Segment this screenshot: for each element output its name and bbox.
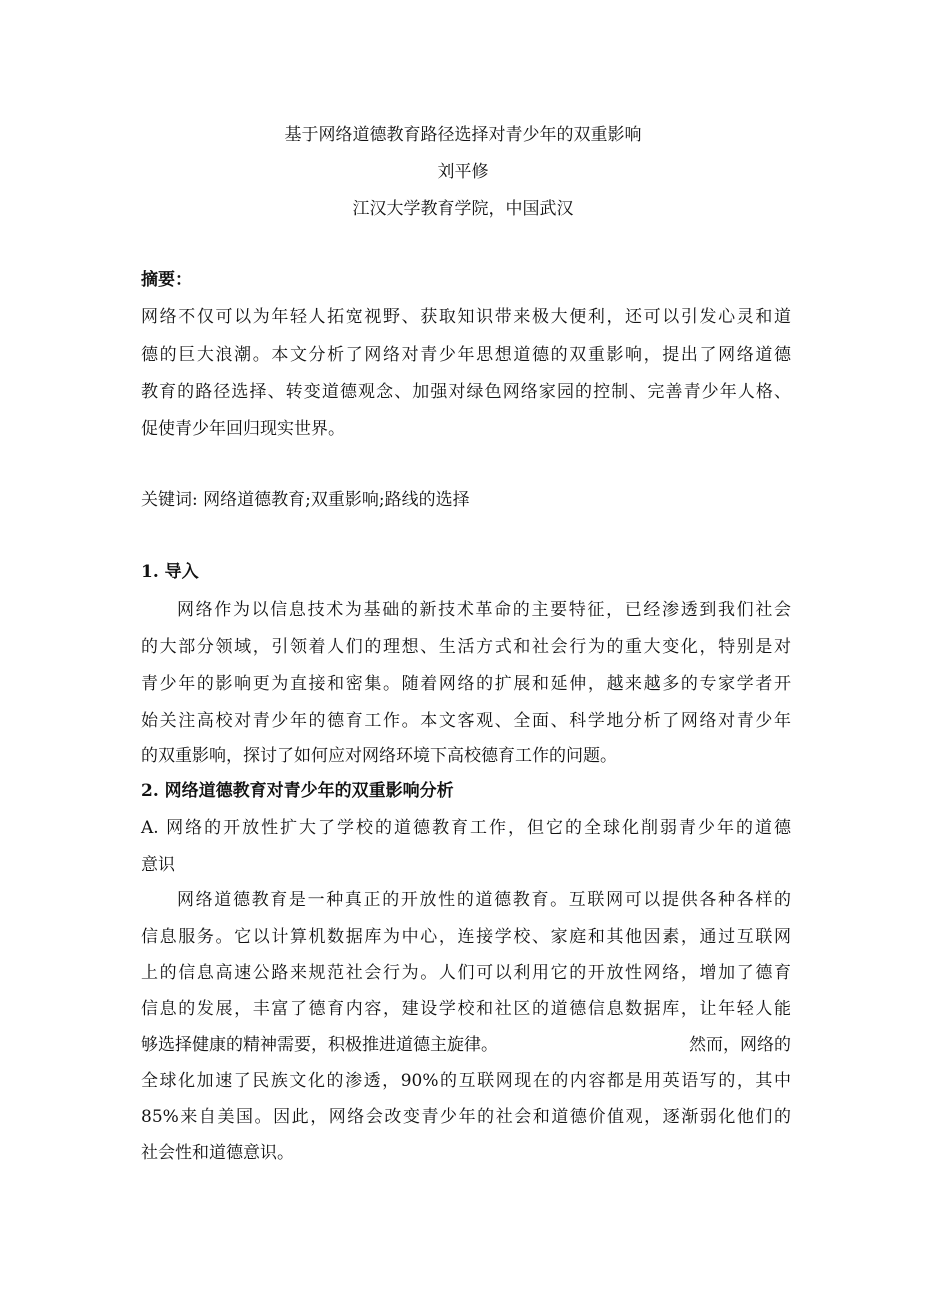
body-line <box>141 1030 791 1055</box>
abstract-line: 促使青少年回归现实世界。 <box>141 419 345 439</box>
body-line: 的双重影响，探讨了如何应对网络环境下高校德育工作的问题。 <box>141 746 617 766</box>
body-line-right: 然而，网络的 <box>689 1035 791 1055</box>
paper-title: 基于网络道德教育路径选择对青少年的双重影响 <box>284 125 642 145</box>
body-line: 的大部分领域，引领着人们的理想、生活方式和社会行为的重大变化，特别是对 <box>141 637 791 657</box>
body-line: 青少年的影响更为直接和密集。随着网络的扩展和延伸，越来越多的专家学者开 <box>141 674 791 694</box>
abstract-heading: 摘要： <box>141 270 192 290</box>
abstract-line: 德的巨大浪潮。本文分析了网络对青少年思想道德的双重影响，提出了网络道德 <box>141 345 791 365</box>
body-line: 上的信息高速公路来规范社会行为。人们可以利用它的开放性网络，增加了德育 <box>141 963 791 983</box>
body-line: 网络作为以信息技术为基础的新技术革命的主要特征，已经渗透到我们社会 <box>177 600 791 620</box>
abstract-line: 教育的路径选择、转变道德观念、加强对绿色网络家园的控制、完善青少年人格、 <box>141 382 791 402</box>
body-line: 信息服务。它以计算机数据库为中心，连接学校、家庭和其他因素，通过互联网 <box>141 927 791 947</box>
body-line: 社会性和道德意识。 <box>141 1143 294 1163</box>
keywords: 关键词: 网络道德教育;双重影响;路线的选择 <box>141 490 470 510</box>
abstract-line: 网络不仅可以为年轻人拓宽视野、获取知识带来极大便利，还可以引发心灵和道 <box>141 307 791 327</box>
subsection-heading: A. 网络的开放性扩大了学校的道德教育工作，但它的全球化削弱青少年的道德 <box>141 818 791 838</box>
section-1-heading: 1. 导入 <box>141 562 199 582</box>
body-line: 85%来自美国。因此，网络会改变青少年的社会和道德价值观，逐渐弱化他们的 <box>141 1107 791 1127</box>
author-name: 刘平修 <box>437 162 489 182</box>
body-line: 全球化加速了民族文化的渗透，90%的互联网现在的内容都是用英语写的，其中 <box>141 1071 791 1091</box>
body-line-left: 够选择健康的精神需要，积极推进道德主旋律。 <box>141 1035 498 1055</box>
subsection-heading: 意识 <box>141 855 175 875</box>
body-line: 始关注高校对青少年的德育工作。本文客观、全面、科学地分析了网络对青少年 <box>141 711 791 731</box>
section-2-heading: 2. 网络道德教育对青少年的双重影响分析 <box>141 781 454 801</box>
body-line: 信息的发展，丰富了德育内容，建设学校和社区的道德信息数据库，让年轻人能 <box>141 999 791 1019</box>
affiliation: 江汉大学教育学院，中国武汉 <box>352 199 574 219</box>
body-line: 网络道德教育是一种真正的开放性的道德教育。互联网可以提供各种各样的 <box>177 890 791 910</box>
